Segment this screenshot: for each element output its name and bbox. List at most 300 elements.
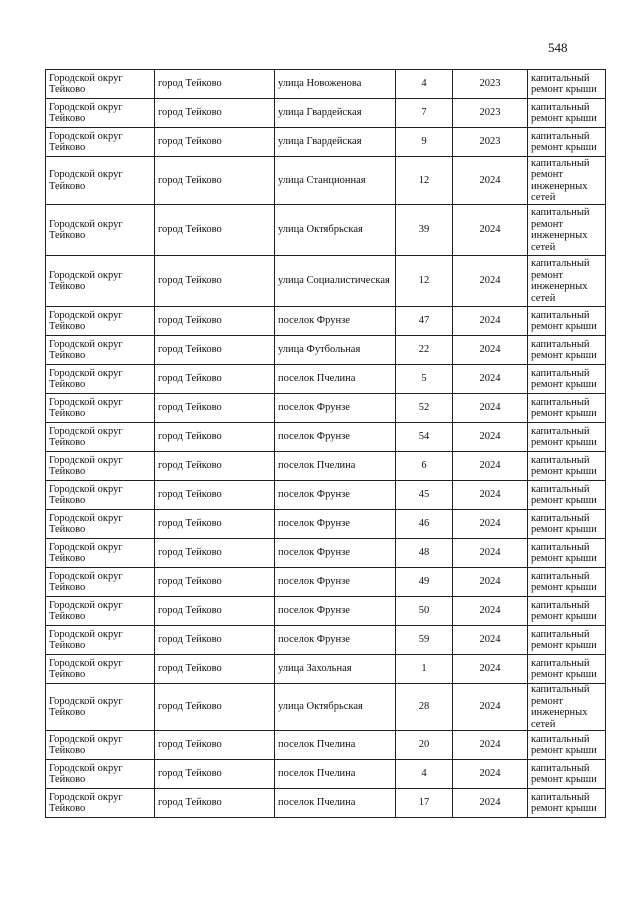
house-number-cell — [396, 760, 453, 789]
work-type-cell — [528, 157, 606, 205]
table-row — [46, 760, 606, 789]
municipality-cell-text: Городской округ Тейково — [49, 599, 123, 622]
table-row — [46, 70, 606, 99]
page-number: 548 — [548, 40, 568, 55]
municipality-cell — [46, 394, 155, 423]
house-number-cell-text: 39 — [418, 224, 430, 236]
table-row — [46, 452, 606, 481]
city-cell-text: город Тейково — [158, 768, 222, 780]
city-cell — [155, 365, 275, 394]
house-number-cell-text: 4 — [421, 768, 427, 780]
house-number-cell — [396, 510, 453, 539]
year-cell-text: 2024 — [479, 739, 501, 751]
house-number-cell-text: 28 — [418, 701, 430, 713]
year-cell-text: 2024 — [479, 605, 501, 617]
street-cell-text: поселок Пчелина — [278, 460, 356, 472]
street-cell — [275, 157, 396, 205]
street-cell-text: поселок Фрунзе — [278, 315, 350, 327]
house-number-cell-text: 5 — [421, 373, 427, 385]
table-row — [46, 423, 606, 452]
city-cell-text: город Тейково — [158, 576, 222, 588]
house-number-cell — [396, 394, 453, 423]
municipality-cell — [46, 128, 155, 157]
work-type-cell-text: капитальный ремонт крыши — [531, 101, 597, 124]
work-type-cell-text: капитальный ремонт крыши — [531, 396, 597, 419]
city-cell — [155, 336, 275, 365]
work-type-cell — [528, 394, 606, 423]
municipality-cell-text: Городской округ Тейково — [49, 657, 123, 680]
year-cell-text: 2024 — [479, 634, 501, 646]
year-cell-text: 2024 — [479, 797, 501, 809]
work-type-cell-text: капитальный ремонт крыши — [531, 733, 597, 756]
year-cell — [453, 70, 528, 99]
city-cell — [155, 307, 275, 336]
city-cell-text: город Тейково — [158, 634, 222, 646]
city-cell-text: город Тейково — [158, 174, 222, 186]
year-cell-text: 2024 — [479, 174, 501, 186]
table-row — [46, 568, 606, 597]
municipality-cell-text: Городской округ Тейково — [49, 628, 123, 651]
work-type-cell-text: капитальный ремонт крыши — [531, 309, 597, 332]
house-number-cell-text: 50 — [418, 605, 430, 617]
work-type-cell — [528, 128, 606, 157]
work-type-cell — [528, 731, 606, 760]
street-cell — [275, 731, 396, 760]
table-row — [46, 597, 606, 626]
work-type-cell-text: капитальный ремонт крыши — [531, 762, 597, 785]
house-number-cell-text: 17 — [418, 797, 430, 809]
table-row — [46, 157, 606, 205]
table-row — [46, 365, 606, 394]
municipality-cell — [46, 205, 155, 256]
city-cell-text: город Тейково — [158, 402, 222, 414]
house-number-cell-text: 6 — [421, 460, 427, 472]
municipality-cell-text: Городской округ Тейково — [49, 396, 123, 419]
work-type-cell-text: капитальный ремонт инженерных сетей — [531, 207, 590, 253]
work-type-cell — [528, 70, 606, 99]
street-cell-text: поселок Фрунзе — [278, 547, 350, 559]
year-cell-text: 2023 — [479, 107, 501, 119]
work-type-cell — [528, 256, 606, 307]
street-cell-text: улица Станционная — [278, 174, 366, 186]
city-cell — [155, 128, 275, 157]
city-cell-text: город Тейково — [158, 663, 222, 675]
work-type-cell-text: капитальный ремонт крыши — [531, 130, 597, 153]
work-type-cell-text: капитальный ремонт крыши — [531, 425, 597, 448]
house-number-cell — [396, 256, 453, 307]
work-type-cell-text: капитальный ремонт крыши — [531, 454, 597, 477]
house-number-cell — [396, 423, 453, 452]
year-cell-text: 2024 — [479, 431, 501, 443]
year-cell-text: 2024 — [479, 547, 501, 559]
work-type-cell — [528, 336, 606, 365]
year-cell-text: 2024 — [479, 402, 501, 414]
work-type-cell-text: капитальный ремонт крыши — [531, 541, 597, 564]
house-number-cell-text: 9 — [421, 136, 427, 148]
house-number-cell — [396, 539, 453, 568]
house-number-cell — [396, 731, 453, 760]
municipality-cell-text: Городской округ Тейково — [49, 541, 123, 564]
year-cell-text: 2024 — [479, 275, 501, 287]
work-type-cell — [528, 481, 606, 510]
city-cell-text: город Тейково — [158, 797, 222, 809]
city-cell-text: город Тейково — [158, 373, 222, 385]
street-cell — [275, 597, 396, 626]
municipality-cell — [46, 626, 155, 655]
city-cell-text: город Тейково — [158, 136, 222, 148]
municipality-cell — [46, 336, 155, 365]
housing-repair-table — [45, 69, 606, 818]
house-number-cell-text: 7 — [421, 107, 427, 119]
work-type-cell-text: капитальный ремонт крыши — [531, 628, 597, 651]
year-cell-text: 2024 — [479, 373, 501, 385]
city-cell — [155, 157, 275, 205]
city-cell-text: город Тейково — [158, 547, 222, 559]
house-number-cell — [396, 307, 453, 336]
year-cell-text: 2024 — [479, 518, 501, 530]
work-type-cell-text: капитальный ремонт крыши — [531, 599, 597, 622]
street-cell-text: поселок Фрунзе — [278, 402, 350, 414]
municipality-cell-text: Городской округ Тейково — [49, 338, 123, 361]
city-cell-text: город Тейково — [158, 489, 222, 501]
year-cell-text: 2024 — [479, 576, 501, 588]
work-type-cell-text: капитальный ремонт инженерных сетей — [531, 157, 590, 203]
municipality-cell — [46, 99, 155, 128]
year-cell-text: 2024 — [479, 768, 501, 780]
table-row — [46, 789, 606, 818]
street-cell-text: улица Октябрьская — [278, 701, 363, 713]
municipality-cell — [46, 157, 155, 205]
municipality-cell — [46, 731, 155, 760]
house-number-cell — [396, 655, 453, 684]
municipality-cell-text: Городской округ Тейково — [49, 218, 123, 241]
city-cell-text: город Тейково — [158, 275, 222, 287]
year-cell-text: 2024 — [479, 701, 501, 713]
house-number-cell-text: 46 — [418, 518, 430, 530]
street-cell-text: поселок Пчелина — [278, 373, 356, 385]
street-cell — [275, 539, 396, 568]
city-cell — [155, 70, 275, 99]
house-number-cell — [396, 205, 453, 256]
street-cell — [275, 481, 396, 510]
work-type-cell — [528, 365, 606, 394]
house-number-cell-text: 45 — [418, 489, 430, 501]
municipality-cell — [46, 760, 155, 789]
municipality-cell-text: Городской округ Тейково — [49, 269, 123, 292]
year-cell — [453, 452, 528, 481]
work-type-cell — [528, 568, 606, 597]
work-type-cell-text: капитальный ремонт крыши — [531, 791, 597, 814]
work-type-cell-text: капитальный ремонт инженерных сетей — [531, 258, 590, 304]
street-cell-text: улица Футбольная — [278, 344, 361, 356]
city-cell-text: город Тейково — [158, 431, 222, 443]
table-row — [46, 394, 606, 423]
city-cell — [155, 423, 275, 452]
municipality-cell-text: Городской округ Тейково — [49, 791, 123, 814]
street-cell-text: поселок Фрунзе — [278, 576, 350, 588]
city-cell — [155, 510, 275, 539]
street-cell — [275, 70, 396, 99]
municipality-cell — [46, 70, 155, 99]
house-number-cell — [396, 626, 453, 655]
city-cell — [155, 789, 275, 818]
municipality-cell — [46, 481, 155, 510]
work-type-cell-text: капитальный ремонт крыши — [531, 72, 597, 95]
municipality-cell-text: Городской округ Тейково — [49, 425, 123, 448]
street-cell — [275, 128, 396, 157]
house-number-cell-text: 52 — [418, 402, 430, 414]
year-cell-text: 2024 — [479, 489, 501, 501]
street-cell — [275, 760, 396, 789]
year-cell — [453, 760, 528, 789]
work-type-cell — [528, 205, 606, 256]
street-cell — [275, 568, 396, 597]
street-cell-text: поселок Фрунзе — [278, 431, 350, 443]
municipality-cell-text: Городской округ Тейково — [49, 762, 123, 785]
work-type-cell-text: капитальный ремонт крыши — [531, 483, 597, 506]
municipality-cell-text: Городской округ Тейково — [49, 72, 123, 95]
house-number-cell-text: 48 — [418, 547, 430, 559]
work-type-cell — [528, 539, 606, 568]
work-type-cell — [528, 99, 606, 128]
street-cell — [275, 307, 396, 336]
year-cell — [453, 684, 528, 731]
city-cell — [155, 597, 275, 626]
table-row — [46, 510, 606, 539]
city-cell — [155, 568, 275, 597]
year-cell-text: 2023 — [479, 136, 501, 148]
street-cell — [275, 423, 396, 452]
house-number-cell-text: 12 — [418, 275, 430, 287]
city-cell-text: город Тейково — [158, 518, 222, 530]
house-number-cell-text: 1 — [421, 663, 427, 675]
year-cell — [453, 539, 528, 568]
house-number-cell-text: 54 — [418, 431, 430, 443]
street-cell-text: поселок Фрунзе — [278, 489, 350, 501]
year-cell — [453, 307, 528, 336]
work-type-cell-text: капитальный ремонт крыши — [531, 367, 597, 390]
year-cell-text: 2024 — [479, 224, 501, 236]
year-cell — [453, 731, 528, 760]
house-number-cell-text: 12 — [418, 174, 430, 186]
house-number-cell-text: 20 — [418, 739, 430, 751]
work-type-cell — [528, 423, 606, 452]
municipality-cell-text: Городской округ Тейково — [49, 309, 123, 332]
house-number-cell-text: 47 — [418, 315, 430, 327]
city-cell-text: город Тейково — [158, 78, 222, 90]
house-number-cell — [396, 568, 453, 597]
table-row — [46, 539, 606, 568]
work-type-cell — [528, 597, 606, 626]
street-cell-text: поселок Фрунзе — [278, 518, 350, 530]
table-row — [46, 128, 606, 157]
year-cell — [453, 423, 528, 452]
year-cell — [453, 365, 528, 394]
city-cell — [155, 452, 275, 481]
city-cell — [155, 731, 275, 760]
municipality-cell — [46, 423, 155, 452]
municipality-cell-text: Городской округ Тейково — [49, 367, 123, 390]
work-type-cell-text: капитальный ремонт крыши — [531, 570, 597, 593]
street-cell — [275, 205, 396, 256]
street-cell — [275, 256, 396, 307]
city-cell-text: город Тейково — [158, 344, 222, 356]
year-cell — [453, 626, 528, 655]
municipality-cell-text: Городской округ Тейково — [49, 733, 123, 756]
street-cell-text: поселок Пчелина — [278, 768, 356, 780]
municipality-cell — [46, 539, 155, 568]
municipality-cell-text: Городской округ Тейково — [49, 483, 123, 506]
table-row — [46, 481, 606, 510]
work-type-cell — [528, 307, 606, 336]
municipality-cell-text: Городской округ Тейково — [49, 695, 123, 718]
municipality-cell-text: Городской округ Тейково — [49, 454, 123, 477]
street-cell — [275, 789, 396, 818]
year-cell-text: 2024 — [479, 315, 501, 327]
city-cell — [155, 655, 275, 684]
municipality-cell-text: Городской округ Тейково — [49, 130, 123, 153]
table-row — [46, 655, 606, 684]
year-cell — [453, 128, 528, 157]
table-row — [46, 731, 606, 760]
work-type-cell — [528, 510, 606, 539]
street-cell — [275, 365, 396, 394]
municipality-cell-text: Городской округ Тейково — [49, 101, 123, 124]
municipality-cell — [46, 655, 155, 684]
street-cell-text: поселок Фрунзе — [278, 634, 350, 646]
year-cell — [453, 99, 528, 128]
street-cell-text: улица Гвардейская — [278, 107, 362, 119]
municipality-cell — [46, 684, 155, 731]
table-row — [46, 205, 606, 256]
street-cell — [275, 394, 396, 423]
street-cell-text: улица Социалистическая — [278, 275, 390, 287]
work-type-cell-text: капитальный ремонт крыши — [531, 512, 597, 535]
city-cell — [155, 626, 275, 655]
work-type-cell — [528, 452, 606, 481]
street-cell-text: улица Октябрьская — [278, 224, 363, 236]
street-cell-text: улица Новоженова — [278, 78, 362, 90]
street-cell-text: поселок Фрунзе — [278, 605, 350, 617]
house-number-cell — [396, 128, 453, 157]
house-number-cell — [396, 365, 453, 394]
work-type-cell-text: капитальный ремонт инженерных сетей — [531, 684, 590, 730]
house-number-cell — [396, 336, 453, 365]
work-type-cell — [528, 655, 606, 684]
table-row — [46, 336, 606, 365]
street-cell — [275, 626, 396, 655]
city-cell — [155, 394, 275, 423]
year-cell — [453, 655, 528, 684]
year-cell-text: 2024 — [479, 460, 501, 472]
year-cell-text: 2023 — [479, 78, 501, 90]
municipality-cell — [46, 597, 155, 626]
city-cell — [155, 539, 275, 568]
work-type-cell-text: капитальный ремонт крыши — [531, 338, 597, 361]
house-number-cell — [396, 157, 453, 205]
work-type-cell — [528, 789, 606, 818]
city-cell-text: город Тейково — [158, 605, 222, 617]
year-cell-text: 2024 — [479, 663, 501, 675]
city-cell — [155, 205, 275, 256]
house-number-cell — [396, 684, 453, 731]
house-number-cell — [396, 99, 453, 128]
street-cell — [275, 99, 396, 128]
work-type-cell — [528, 760, 606, 789]
city-cell-text: город Тейково — [158, 460, 222, 472]
house-number-cell — [396, 481, 453, 510]
street-cell — [275, 336, 396, 365]
house-number-cell-text: 59 — [418, 634, 430, 646]
year-cell — [453, 205, 528, 256]
street-cell — [275, 684, 396, 731]
street-cell — [275, 452, 396, 481]
city-cell-text: город Тейково — [158, 315, 222, 327]
year-cell-text: 2024 — [479, 344, 501, 356]
street-cell-text: улица Захольная — [278, 663, 352, 675]
house-number-cell — [396, 70, 453, 99]
street-cell-text: улица Гвардейская — [278, 136, 362, 148]
city-cell — [155, 760, 275, 789]
city-cell-text: город Тейково — [158, 701, 222, 713]
city-cell — [155, 684, 275, 731]
municipality-cell — [46, 568, 155, 597]
city-cell-text: город Тейково — [158, 224, 222, 236]
table-row — [46, 307, 606, 336]
work-type-cell — [528, 626, 606, 655]
street-cell — [275, 655, 396, 684]
municipality-cell — [46, 307, 155, 336]
table-row — [46, 99, 606, 128]
year-cell — [453, 481, 528, 510]
table-row — [46, 256, 606, 307]
municipality-cell — [46, 452, 155, 481]
house-number-cell — [396, 789, 453, 818]
year-cell — [453, 394, 528, 423]
year-cell — [453, 157, 528, 205]
municipality-cell — [46, 256, 155, 307]
municipality-cell — [46, 789, 155, 818]
house-number-cell-text: 22 — [418, 344, 430, 356]
year-cell — [453, 510, 528, 539]
city-cell-text: город Тейково — [158, 739, 222, 751]
work-type-cell — [528, 684, 606, 731]
street-cell-text: поселок Пчелина — [278, 797, 356, 809]
municipality-cell-text: Городской округ Тейково — [49, 169, 123, 192]
city-cell — [155, 256, 275, 307]
street-cell — [275, 510, 396, 539]
work-type-cell-text: капитальный ремонт крыши — [531, 657, 597, 680]
house-number-cell — [396, 597, 453, 626]
municipality-cell-text: Городской округ Тейково — [49, 570, 123, 593]
year-cell — [453, 256, 528, 307]
table-row — [46, 684, 606, 731]
year-cell — [453, 336, 528, 365]
city-cell-text: город Тейково — [158, 107, 222, 119]
city-cell — [155, 99, 275, 128]
year-cell — [453, 597, 528, 626]
house-number-cell — [396, 452, 453, 481]
house-number-cell-text: 49 — [418, 576, 430, 588]
city-cell — [155, 481, 275, 510]
municipality-cell — [46, 365, 155, 394]
table-row — [46, 626, 606, 655]
municipality-cell — [46, 510, 155, 539]
house-number-cell-text: 4 — [421, 78, 427, 90]
year-cell — [453, 789, 528, 818]
year-cell — [453, 568, 528, 597]
street-cell-text: поселок Пчелина — [278, 739, 356, 751]
